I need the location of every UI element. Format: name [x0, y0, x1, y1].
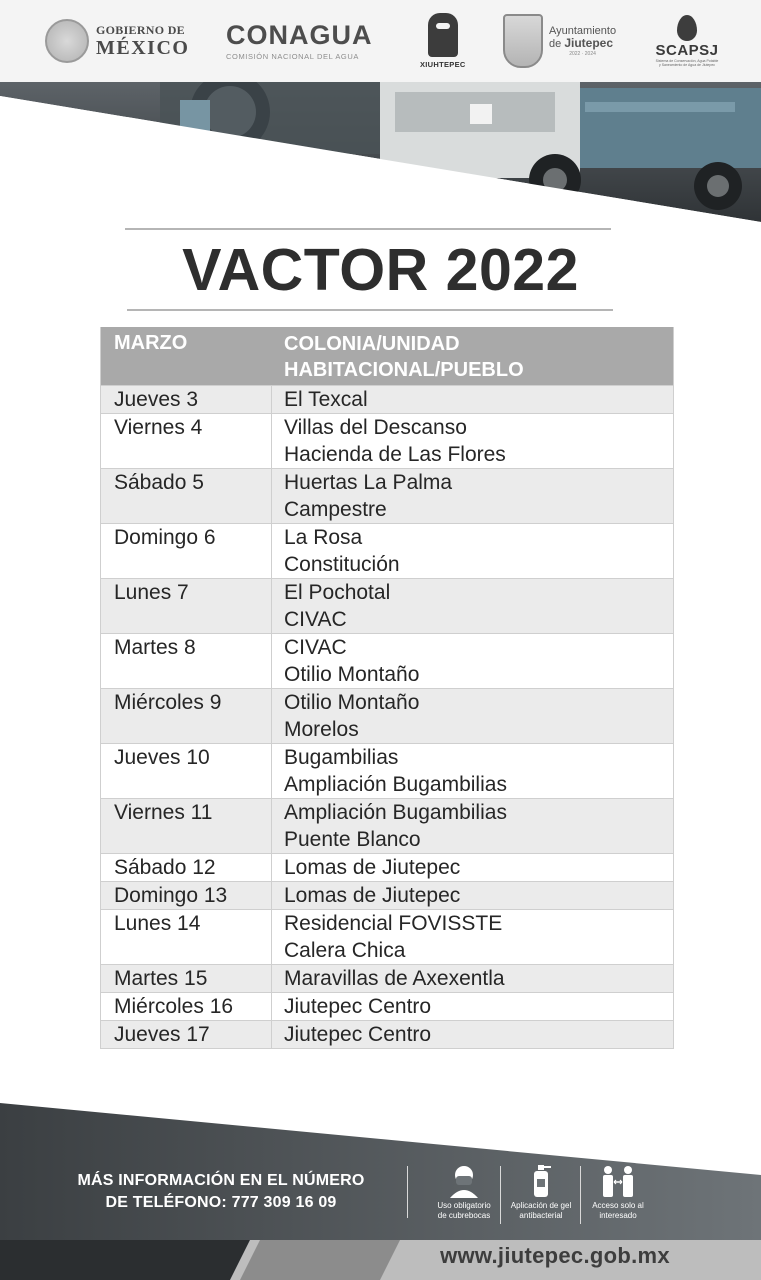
info-line1: MÁS INFORMACIÓN EN EL NÚMERO [77, 1172, 365, 1189]
national-seal-icon [45, 19, 89, 63]
row-places [272, 854, 673, 881]
place-name: Morelos [284, 718, 359, 741]
header-logos [0, 0, 761, 82]
row-day: Miércoles 9 [101, 689, 272, 743]
row-day: Lunes 14 [101, 910, 272, 964]
row-day: Sábado 5 [101, 469, 272, 523]
place-name: Lomas de Jiutepec [284, 884, 461, 907]
table-header [101, 327, 673, 385]
conagua-subtitle: COMISIÓN NACIONAL DEL AGUA [226, 51, 359, 61]
vactor-truck-photo [0, 82, 761, 222]
table-row [101, 413, 673, 468]
gobierno-line2: MÉXICO [96, 37, 190, 59]
ayuntamiento-logo [503, 0, 616, 82]
place-name: Constitución [284, 553, 400, 576]
ayuntamiento-line1: Ayuntamiento [549, 24, 617, 37]
row-day: Jueves 10 [101, 744, 272, 798]
row-day: Miércoles 16 [101, 993, 272, 1020]
row-places [272, 965, 673, 992]
table-row [101, 385, 673, 413]
xiuhtepec-name: XIUHTEPEC [420, 60, 466, 69]
badge2-line2: antibacterial [519, 1211, 563, 1220]
place-name: Otilio Montaño [284, 663, 420, 686]
badge3-line2: interesado [599, 1211, 637, 1220]
info-line2: DE TELÉFONO: 777 309 16 09 [105, 1194, 337, 1211]
table-row [101, 523, 673, 578]
row-day: Sábado 12 [101, 854, 272, 881]
hand-sanitizer-icon [525, 1164, 557, 1198]
footer-divider [407, 1166, 408, 1218]
scapsj-name: SCAPSJ [655, 41, 719, 59]
badge1-line2: de cubrebocas [437, 1211, 491, 1220]
place-name: La Rosa [284, 526, 363, 549]
row-day: Domingo 13 [101, 882, 272, 909]
place-name: Ampliación Bugambilias [284, 801, 507, 824]
row-places [272, 524, 673, 578]
place-name: Campestre [284, 498, 387, 521]
place-name: Maravillas de Axexentla [284, 967, 505, 990]
row-day: Martes 8 [101, 634, 272, 688]
place-name: Huertas La Palma [284, 471, 453, 494]
title-top-rule [125, 228, 611, 230]
table-row [101, 964, 673, 992]
ayuntamiento-years: 2022 · 2024 [569, 50, 596, 57]
table-row [101, 578, 673, 633]
place-name: Calera Chica [284, 939, 406, 962]
place-name: Bugambilias [284, 746, 399, 769]
row-day: Domingo 6 [101, 524, 272, 578]
table-row [101, 1020, 673, 1048]
row-day: Viernes 11 [101, 799, 272, 853]
row-day: Jueves 17 [101, 1021, 272, 1048]
table-row [101, 881, 673, 909]
scapsj-subtitle: Sistema de Conservación, Agua Potable y Saneamiento de Agua de Jiutepec [655, 58, 719, 67]
place-name: Puente Blanco [284, 828, 421, 851]
face-mask-icon [448, 1164, 480, 1198]
row-places [272, 579, 673, 633]
place-name: Residencial FOVISSTE [284, 912, 503, 935]
water-drop-icon [677, 15, 697, 41]
place-name: Lomas de Jiutepec [284, 856, 461, 879]
row-places [272, 799, 673, 853]
table-row [101, 909, 673, 964]
place-name: Hacienda de Las Flores [284, 443, 506, 466]
xiuhtepec-glyph-icon [428, 13, 458, 57]
row-places [272, 469, 673, 523]
badge2-line1: Aplicación de gel [510, 1201, 572, 1210]
conagua-name: CONAGUA [226, 19, 373, 50]
info-phone [60, 1170, 382, 1214]
row-day: Martes 15 [101, 965, 272, 992]
scapsj-logo [655, 0, 719, 82]
ayuntamiento-name: Jiutepec [564, 35, 613, 50]
header-month: MARZO [114, 332, 188, 354]
row-places [272, 414, 673, 468]
gobierno-mexico-logo [45, 0, 189, 82]
row-places [272, 910, 673, 964]
table-row [101, 992, 673, 1020]
single-access-icon [600, 1164, 636, 1198]
place-name: El Texcal [284, 388, 368, 411]
municipal-shield-icon [503, 14, 543, 68]
title-bottom-rule [127, 309, 613, 311]
place-name: Jiutepec Centro [284, 995, 432, 1018]
row-places [272, 1021, 673, 1048]
page-title: VACTOR 2022 [182, 237, 579, 303]
conagua-logo [226, 0, 373, 82]
table-row [101, 468, 673, 523]
place-name: El Pochotal [284, 581, 391, 604]
ayuntamiento-de: de [549, 37, 562, 50]
place-name: Otilio Montaño [284, 691, 420, 714]
website-url[interactable]: www.jiutepec.gob.mx [440, 1243, 670, 1268]
row-day: Lunes 7 [101, 579, 272, 633]
row-places [272, 634, 673, 688]
badge1-line1: Uso obligatorio [437, 1201, 491, 1210]
place-name: Villas del Descanso [284, 416, 467, 439]
table-row [101, 798, 673, 853]
schedule-table [100, 327, 674, 1049]
header-colonia: COLONIA/UNIDAD HABITACIONAL/PUEBLO [284, 333, 524, 381]
hand-sanitizer-badge [503, 1164, 579, 1221]
face-mask-badge [426, 1164, 502, 1221]
place-name: CIVAC [284, 636, 347, 659]
table-body [101, 385, 673, 1048]
place-name: Ampliación Bugambilias [284, 773, 507, 796]
table-row [101, 853, 673, 881]
place-name: CIVAC [284, 608, 347, 631]
table-row [101, 688, 673, 743]
badge3-line1: Acceso solo al [592, 1201, 644, 1210]
row-places [272, 882, 673, 909]
row-places [272, 744, 673, 798]
place-name: Jiutepec Centro [284, 1023, 432, 1046]
xiuhtepec-logo [420, 0, 466, 82]
row-places [272, 993, 673, 1020]
row-day: Jueves 3 [101, 386, 272, 413]
table-row [101, 633, 673, 688]
row-places [272, 689, 673, 743]
row-places [272, 386, 673, 413]
gobierno-line1: GOBIERNO DE [96, 23, 185, 37]
single-access-badge [580, 1164, 656, 1221]
table-row [101, 743, 673, 798]
row-day: Viernes 4 [101, 414, 272, 468]
